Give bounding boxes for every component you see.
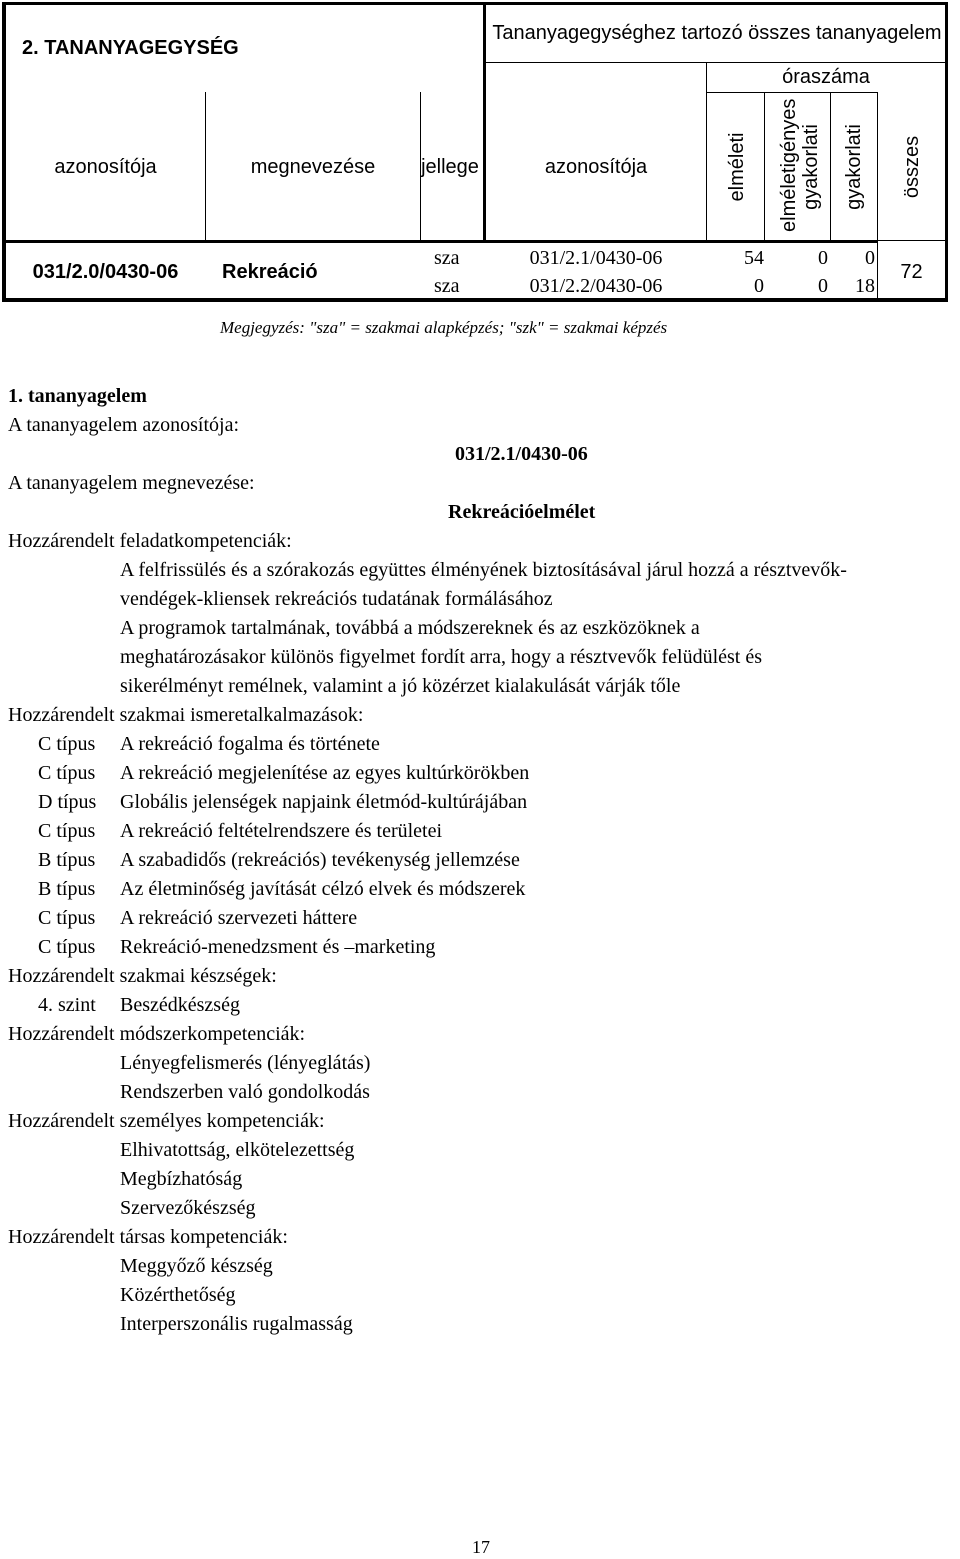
header-type: jellege — [421, 155, 479, 178]
knowledge-type: D típus — [38, 791, 97, 813]
header-total: összes — [901, 135, 923, 199]
task-line: vendégek-kliensek rekreációs tudatának formálásához — [120, 588, 553, 610]
skills-label: Hozzárendelt szakmai készségek: — [8, 965, 277, 987]
knowledge-text: Az életminőség javítását célzó elvek és módszerek — [120, 878, 526, 900]
row2-practice: 18 — [855, 274, 875, 297]
task-label: Hozzárendelt feladatkompetenciák: — [8, 530, 292, 552]
method-item: Lényegfelismerés (lényeglátás) — [120, 1052, 371, 1074]
personal-item: Megbízhatóság — [120, 1168, 243, 1190]
unit-title: 2. TANANYAGEGYSÉG — [22, 36, 239, 59]
knowledge-text: A rekreáció megjelenítése az egyes kultúrkörökben — [120, 762, 530, 784]
header-theory: elméleti — [726, 132, 748, 202]
note: Megjegyzés: "sza" = szakmai alapképzés; "szk" = szakmai képzés — [220, 318, 668, 337]
knowledge-type: B típus — [38, 878, 96, 900]
social-label: Hozzárendelt társas kompetenciák: — [8, 1226, 288, 1248]
row2-type: sza — [434, 274, 460, 297]
row1-theory: 54 — [744, 246, 764, 269]
task-line: meghatározásakor különös figyelmet fordít arra, hogy a résztvevők felüdülést és — [120, 646, 763, 668]
social-item: Meggyőző készség — [120, 1255, 273, 1277]
knowledge-type: C típus — [38, 936, 96, 958]
element-name-label: A tananyagelem megnevezése: — [8, 472, 255, 494]
element-heading: 1. tananyagelem — [8, 385, 147, 407]
unit-table — [0, 0, 960, 310]
row1-theory-practice: 0 — [818, 246, 828, 269]
method-label: Hozzárendelt módszerkompetenciák: — [8, 1023, 306, 1045]
social-item: Közérthetőség — [120, 1284, 236, 1306]
row2-theory: 0 — [754, 274, 764, 297]
header-unit-name: megnevezése — [250, 155, 376, 178]
task-line: A programok tartalmának, továbbá a módszereknek és az eszközöknek a — [120, 617, 700, 639]
knowledge-text: A rekreáció feltételrendszere és területei — [120, 820, 443, 842]
row1-practice: 0 — [865, 246, 875, 269]
knowledge-text: A szabadidős (rekreációs) tevékenység jellemzése — [120, 849, 520, 871]
element-id-value: 031/2.1/0430-06 — [455, 443, 588, 465]
task-line: A felfrissülés és a szórakozás együttes élményének biztosításával járul hozzá a résztvevők- — [120, 559, 847, 581]
header-element-id: azonosítója — [544, 155, 648, 178]
elements-title: Tananyagegységhez tartozó összes tananyagelem — [492, 21, 942, 44]
personal-label: Hozzárendelt személyes kompetenciák: — [8, 1110, 325, 1132]
knowledge-type: C típus — [38, 733, 96, 755]
hours-label: óraszáma — [782, 66, 870, 88]
header-practice: gyakorlati — [843, 124, 865, 210]
total-hours: 72 — [900, 260, 923, 283]
personal-item: Szervezőkészség — [120, 1197, 256, 1219]
knowledge-text: Globális jelenségek napjaink életmód-kultúrájában — [120, 791, 528, 813]
knowledge-text: Rekreáció-menedzsment és –marketing — [120, 936, 436, 958]
skill-level: 4. szint — [38, 994, 96, 1016]
header-theory-practice-line1: elméletigényes — [778, 98, 800, 232]
social-item: Interperszonális rugalmasság — [120, 1313, 353, 1335]
knowledge-type: B típus — [38, 849, 96, 871]
personal-item: Elhivatottság, elkötelezettség — [120, 1139, 355, 1161]
header-theory-practice — [778, 98, 822, 232]
knowledge-type: C típus — [38, 820, 96, 842]
row1-id: 031/2.1/0430-06 — [529, 246, 663, 269]
header-theory-practice-line2: gyakorlati — [800, 124, 822, 210]
knowledge-label: Hozzárendelt szakmai ismeretalkalmazások: — [8, 704, 364, 726]
knowledge-type: C típus — [38, 762, 96, 784]
task-line: sikerélményt remélnek, valamint a jó közérzet kialakulását várják tőle — [120, 675, 681, 697]
header-unit-id: azonosítója — [54, 155, 157, 178]
row2-theory-practice: 0 — [818, 274, 828, 297]
element-id-label: A tananyagelem azonosítója: — [8, 414, 240, 436]
page-number: 17 — [472, 1537, 490, 1557]
unit-name: Rekreáció — [222, 260, 318, 283]
row2-id: 031/2.2/0430-06 — [529, 274, 663, 297]
skill-text: Beszédkészség — [120, 994, 240, 1016]
knowledge-type: C típus — [38, 907, 96, 929]
row1-type: sza — [434, 246, 460, 269]
element-name-value: Rekreációelmélet — [448, 501, 596, 523]
knowledge-text: A rekreáció fogalma és története — [120, 733, 380, 755]
unit-id: 031/2.0/0430-06 — [32, 260, 179, 283]
method-item: Rendszerben való gondolkodás — [120, 1081, 370, 1103]
knowledge-text: A rekreáció szervezeti háttere — [120, 907, 358, 929]
